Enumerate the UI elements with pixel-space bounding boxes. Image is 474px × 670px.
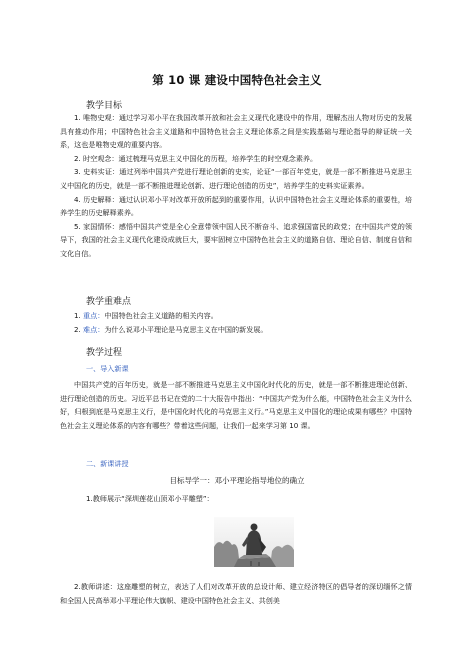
key-points-heading: 教学重难点: [86, 297, 132, 307]
difficult-point-number: 2.: [74, 325, 81, 334]
sculpture-image: [214, 517, 294, 567]
objective-item: 5. 家国情怀：感悟中国共产党是全心全意带领中国人民不断奋斗、追求强国富民的政党；在中国共产党的领导下，我国的社会主义现代化建设成就巨大，要牢固树立中国特色社会主义的道路自信、理论自信、制度自信和文化自信。: [60, 221, 412, 258]
sculpture-photo: [214, 517, 294, 567]
objective-item: 1. 唯物史观：通过学习邓小平在我国改革开放和社会主义现代化建设中的作用，理解杰出人物对历史的发展具有推动作用；中国特色社会主义道路和中国特色社会主义理论体系之间是实践基础与理论指导的辩证统一关系，这也是唯物史观的重要内容。: [60, 113, 412, 150]
section-new-lesson-heading: 二、新课讲授: [86, 459, 129, 468]
objective-item: 2. 时空观念：通过梳理马克思主义中国化的历程，培养学生的时空观念素养。: [74, 153, 318, 163]
key-point-text: 中国特色社会主义道路的相关内容。: [104, 311, 218, 320]
process-heading: 教学过程: [86, 348, 123, 358]
objective-item: 3. 史料实证：通过列举中国共产党进行理论创新的史实，论证“一部百年党史，就是一部不断推进马克思主义中国化的历史，就是一部不断推进理论创新、进行理论创造的历史”，培养学生的史料实证素养。: [60, 167, 412, 190]
difficult-point-label: 难点：: [83, 325, 105, 334]
objectives-heading: 教学目标: [86, 101, 123, 111]
key-point-number: 1.: [74, 311, 81, 320]
intro-paragraph: 中国共产党的百年历史，就是一部不断推进马克思主义中国化时代化的历史，就是一部不断推进理论创新、进行理论创造的历史。习近平总书记在党的二十大报告中指出：“中国共产党为什么能，中国特色社会主义为什么好，归根到底是马克思主义行，是中国化时代化的马克思主义行。”马克思主义中国化的理论成果有哪些？中国特色社会主义理论体系的内容有哪些？带着这些问题，让我们一起来学习第 10 课。: [60, 380, 412, 430]
key-point-row: [74, 310, 218, 321]
teacher-show-line: 1.教师展示“深圳莲花山顶邓小平雕塑”：: [86, 494, 214, 503]
lesson-title: 第 10 课 建设中国特色社会主义: [152, 73, 322, 87]
difficult-point-text: 为什么说邓小平理论是马克思主义在中国的新发展。: [104, 325, 268, 334]
section-intro-heading: 一、导入新课: [86, 364, 129, 373]
difficult-point-row: [74, 324, 267, 335]
teacher-talk-paragraph: 2.教师讲述：这座雕塑的树立，表达了人们对改革开放的总设计师、建立经济特区的倡导者的深切缅怀之情和全国人民高举邓小平理论伟大旗帜、建设中国特色社会主义、共创美: [60, 582, 412, 605]
objectives-list: [60, 111, 412, 261]
target-one-heading: 目标导学一：邓小平理论指导地位的确立: [169, 476, 305, 485]
key-point-label: 重点：: [83, 311, 105, 320]
objective-item: 4. 历史解释：通过认识邓小平对改革开放所起到的重要作用，认识中国特色社会主义理论体系的重要性，培养学生的历史解释素养。: [60, 194, 412, 218]
